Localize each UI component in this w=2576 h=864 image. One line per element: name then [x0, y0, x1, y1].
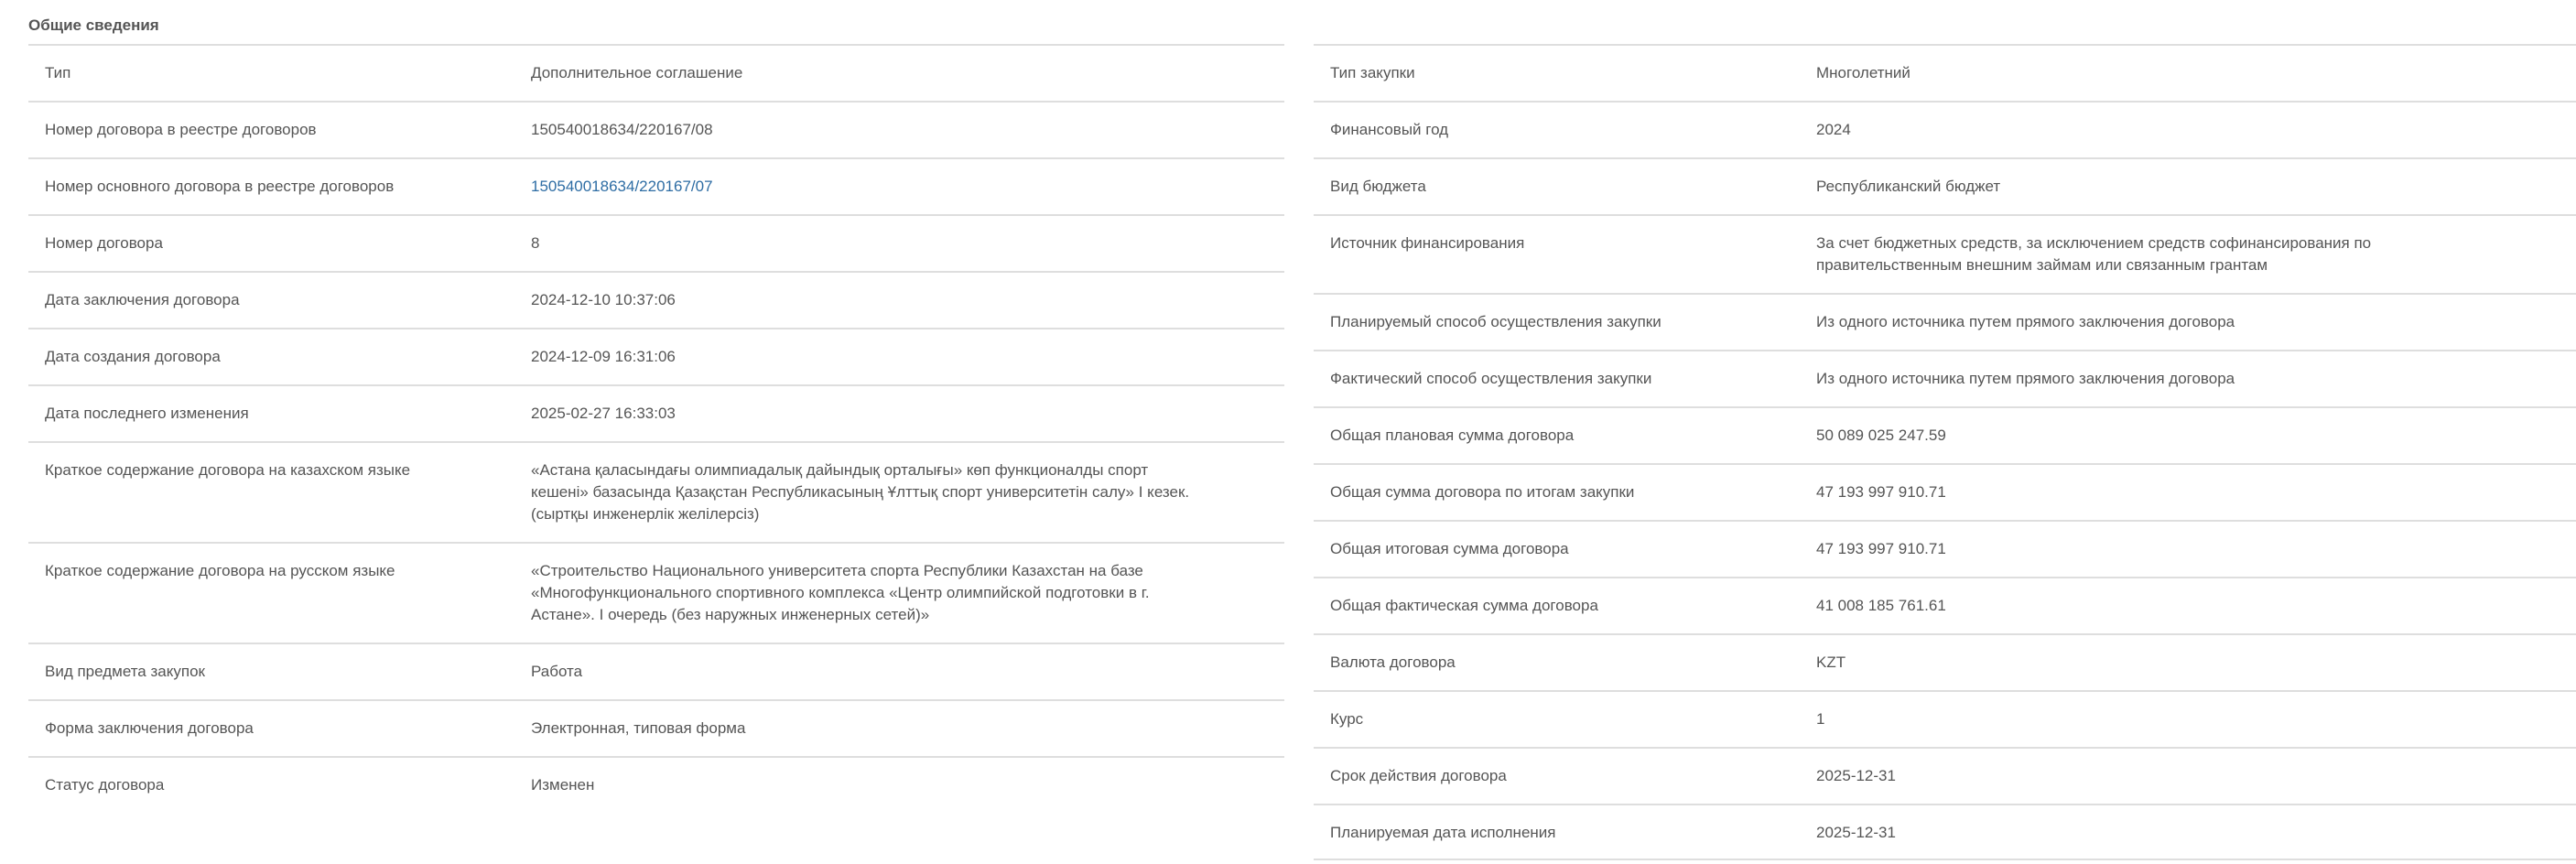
detail-label: Дата создания договора — [45, 348, 221, 365]
detail-value: 1 — [1816, 710, 1825, 728]
detail-label: Тип закупки — [1330, 64, 1415, 81]
detail-row — [1314, 157, 2576, 214]
detail-label: Курс — [1330, 710, 1364, 728]
detail-label: Номер договора в реестре договоров — [45, 121, 317, 138]
detail-value: 2025-02-27 16:33:03 — [531, 405, 676, 422]
detail-value: Из одного источника путем прямого заключения договора — [1816, 313, 2235, 330]
detail-label: Номер основного договора в реестре договоров — [45, 178, 395, 195]
detail-row — [1314, 577, 2576, 633]
left-details-table — [28, 44, 1284, 813]
detail-label: Общая фактическая сумма договора — [1330, 597, 1598, 614]
detail-value: 47 193 997 910.71 — [1816, 540, 1946, 557]
detail-label: Срок действия договора — [1330, 767, 1507, 784]
detail-value: 2025-12-31 — [1816, 767, 1896, 784]
detail-label: Номер договора — [45, 234, 163, 252]
detail-row — [1314, 214, 2576, 293]
detail-value: 2025-12-31 — [1816, 824, 1896, 841]
detail-row — [1314, 633, 2576, 690]
detail-label: Краткое содержание договора на казахском языке — [45, 461, 411, 479]
detail-value: Многолетний — [1816, 64, 1910, 81]
detail-row — [1314, 463, 2576, 520]
detail-row — [28, 384, 1284, 441]
detail-value: Работа — [531, 663, 583, 680]
detail-row — [28, 643, 1284, 699]
detail-value: 2024-12-09 16:31:06 — [531, 348, 676, 365]
detail-row — [28, 157, 1284, 214]
detail-value: Дополнительное соглашение — [531, 64, 743, 81]
section-title: Общие сведения — [28, 16, 159, 34]
right-details-table — [1314, 44, 2576, 860]
detail-value: 2024 — [1816, 121, 1851, 138]
detail-value: 2024-12-10 10:37:06 — [531, 291, 676, 308]
detail-value: 8 — [531, 234, 540, 252]
detail-row — [28, 756, 1284, 813]
detail-label: Дата последнего изменения — [45, 405, 249, 422]
detail-label: Статус договора — [45, 776, 165, 794]
detail-label: Вид предмета закупок — [45, 663, 205, 680]
detail-row — [28, 214, 1284, 271]
detail-row — [1314, 293, 2576, 350]
detail-value — [531, 159, 1227, 198]
detail-value: Из одного источника путем прямого заключения договора — [1816, 370, 2235, 387]
detail-value: 41 008 185 761.61 — [1816, 597, 1946, 614]
detail-value: Изменен — [531, 776, 595, 794]
detail-value: KZT — [1816, 653, 1846, 671]
detail-label: Планируемый способ осуществления закупки — [1330, 313, 1661, 330]
detail-row — [1314, 747, 2576, 804]
main-contract-link[interactable]: 150540018634/220167/07 — [531, 178, 713, 195]
detail-row — [28, 271, 1284, 328]
detail-label: Тип — [45, 64, 71, 81]
detail-value: «Строительство Национального университета спорта Республики Казахстан на базе «Многофункционального спортивного комплекса «Центр олимпийской подготовки в г. Астане». I очередь (без наружных инженерных сетей)» — [531, 562, 1150, 623]
detail-label: Фактический способ осуществления закупки — [1330, 370, 1652, 387]
detail-row — [1314, 350, 2576, 406]
detail-label: Форма заключения договора — [45, 719, 254, 737]
detail-value: 47 193 997 910.71 — [1816, 483, 1946, 501]
detail-row — [28, 101, 1284, 157]
detail-row — [28, 699, 1284, 756]
detail-row — [1314, 406, 2576, 463]
detail-row — [1314, 44, 2576, 101]
detail-value: За счет бюджетных средств, за исключением средств софинансирования по правительственным внешним займам или связанным грантам — [1816, 234, 2372, 274]
detail-row — [28, 328, 1284, 384]
detail-label: Планируемая дата исполнения — [1330, 824, 1556, 841]
detail-label: Вид бюджета — [1330, 178, 1426, 195]
detail-label: Источник финансирования — [1330, 234, 1525, 252]
detail-label: Общая сумма договора по итогам закупки — [1330, 483, 1635, 501]
detail-label: Общая итоговая сумма договора — [1330, 540, 1569, 557]
detail-value: 50 089 025 247.59 — [1816, 427, 1946, 444]
detail-label: Краткое содержание договора на русском языке — [45, 562, 395, 579]
detail-value: 150540018634/220167/08 — [531, 121, 713, 138]
detail-row — [1314, 804, 2576, 860]
detail-value: Республиканский бюджет — [1816, 178, 2001, 195]
detail-label: Дата заключения договора — [45, 291, 240, 308]
detail-row — [1314, 690, 2576, 747]
detail-label: Валюта договора — [1330, 653, 1456, 671]
detail-value: Электронная, типовая форма — [531, 719, 746, 737]
detail-label: Общая плановая сумма договора — [1330, 427, 1575, 444]
detail-value: «Астана қаласындағы олимпиадалық дайындық орталығы» көп функционалды спорт кешені» базасында Қазақстан Республикасының Ұлттық спорт университетін салу» I кезек. (сыртқы инженерлік желілерсіз) — [531, 461, 1190, 523]
detail-label: Финансовый год — [1330, 121, 1449, 138]
detail-row — [28, 542, 1284, 643]
detail-row — [1314, 101, 2576, 157]
detail-row — [28, 441, 1284, 542]
detail-row — [1314, 520, 2576, 577]
detail-row — [28, 44, 1284, 101]
